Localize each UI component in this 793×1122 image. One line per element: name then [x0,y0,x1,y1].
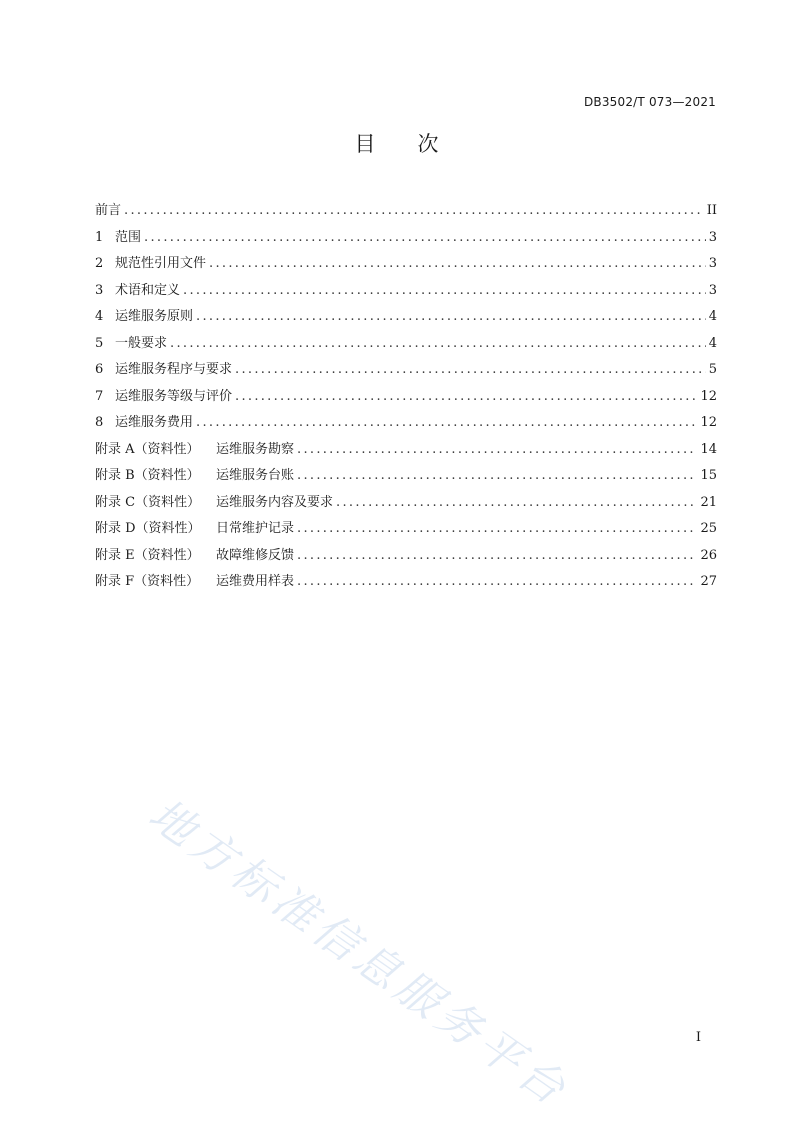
toc-entry-section[interactable] [95,384,717,411]
toc-entry-page: 4 [708,335,717,351]
toc-entry-page: 3 [708,282,717,298]
dot-leader [196,304,706,331]
toc-entry-page: 3 [708,256,717,271]
toc-entry-label: 范围 [115,229,142,245]
toc-entry-section[interactable] [95,278,717,305]
toc-entry-page: 14 [700,441,717,457]
watermark-text: 地方标准信息服务平台 [139,789,579,1118]
dot-leader [124,198,704,225]
dot-leader [297,569,697,596]
toc-entry-section[interactable] [95,357,717,384]
toc-entry-label: 故障维修反馈 [216,547,295,563]
title-char-2: 次 [417,132,439,156]
dot-leader [336,490,697,517]
toc-entry-page: 12 [700,415,717,430]
dot-leader [209,251,706,278]
toc-entry-appendix[interactable] [95,490,717,517]
table-of-contents [95,198,717,596]
toc-entry-appendix[interactable] [95,437,717,464]
toc-entry-label: 运维服务程序与要求 [115,362,233,377]
toc-entry-label: 日常维护记录 [216,521,295,536]
dot-leader [183,278,706,305]
toc-entry-page: II [706,203,717,218]
toc-entry-number: 4 [95,309,104,324]
dot-leader [235,357,706,384]
toc-entry-section[interactable] [95,331,717,358]
toc-entry-appendix[interactable] [95,516,717,543]
toc-appendix-number: 附录 E（资料性） [95,547,200,563]
toc-entry-label: 运维服务费用 [115,415,194,430]
toc-entry-page: 3 [708,229,717,245]
dot-leader [297,516,697,543]
toc-entry-number: 5 [95,335,104,351]
toc-entry-label: 一般要求 [115,335,168,351]
toc-entry-label: 运维服务勘察 [216,441,295,457]
toc-entry-label: 规范性引用文件 [115,256,207,271]
dot-leader [297,463,697,490]
toc-appendix-number: 附录 A（资料性） [95,441,200,457]
toc-entry-appendix[interactable] [95,543,717,570]
toc-entry-appendix[interactable] [95,463,717,490]
page-title [0,128,793,158]
toc-entry-preface[interactable] [95,198,717,225]
toc-appendix-number: 附录 D（资料性） [95,521,201,536]
toc-entry-section[interactable] [95,304,717,331]
dot-leader [297,543,697,570]
toc-appendix-number: 附录 B（资料性） [95,468,200,483]
toc-entry-number: 2 [95,256,104,271]
toc-entry-label: 运维服务原则 [115,309,194,324]
dot-leader [235,384,697,411]
toc-entry-label: 术语和定义 [115,282,181,298]
toc-entry-page: 21 [700,494,717,510]
dot-leader [170,331,706,358]
toc-entry-number: 7 [95,388,104,404]
toc-entry-page: 27 [700,574,717,589]
toc-entry-page: 5 [708,362,717,377]
toc-appendix-number: 附录 C（资料性） [95,494,201,510]
toc-appendix-number: 附录 F（资料性） [95,574,200,589]
toc-entry-number: 3 [95,282,104,298]
toc-entry-page: 25 [700,521,717,536]
toc-entry-page: 4 [708,309,717,324]
dot-leader [144,225,706,252]
toc-entry-label: 运维服务内容及要求 [216,494,334,510]
toc-entry-appendix[interactable] [95,569,717,596]
toc-entry-page: 12 [700,388,717,404]
dot-leader [196,410,697,437]
document-code: DB3502/T 073—2021 [583,95,716,109]
toc-entry-section[interactable] [95,225,717,252]
toc-entry-label: 前言 [95,203,122,218]
toc-entry-number: 8 [95,415,104,430]
dot-leader [297,437,697,464]
toc-entry-label: 运维服务等级与评价 [115,388,233,404]
page-number: I [695,1030,701,1045]
title-char-1: 目 [354,132,376,156]
toc-entry-page: 15 [700,468,717,483]
toc-entry-number: 6 [95,362,104,377]
toc-entry-label: 运维费用样表 [216,574,295,589]
toc-entry-label: 运维服务台账 [216,468,295,483]
toc-entry-section[interactable] [95,410,717,437]
toc-entry-section[interactable] [95,251,717,278]
toc-entry-page: 26 [700,547,717,563]
toc-entry-number: 1 [95,229,104,245]
